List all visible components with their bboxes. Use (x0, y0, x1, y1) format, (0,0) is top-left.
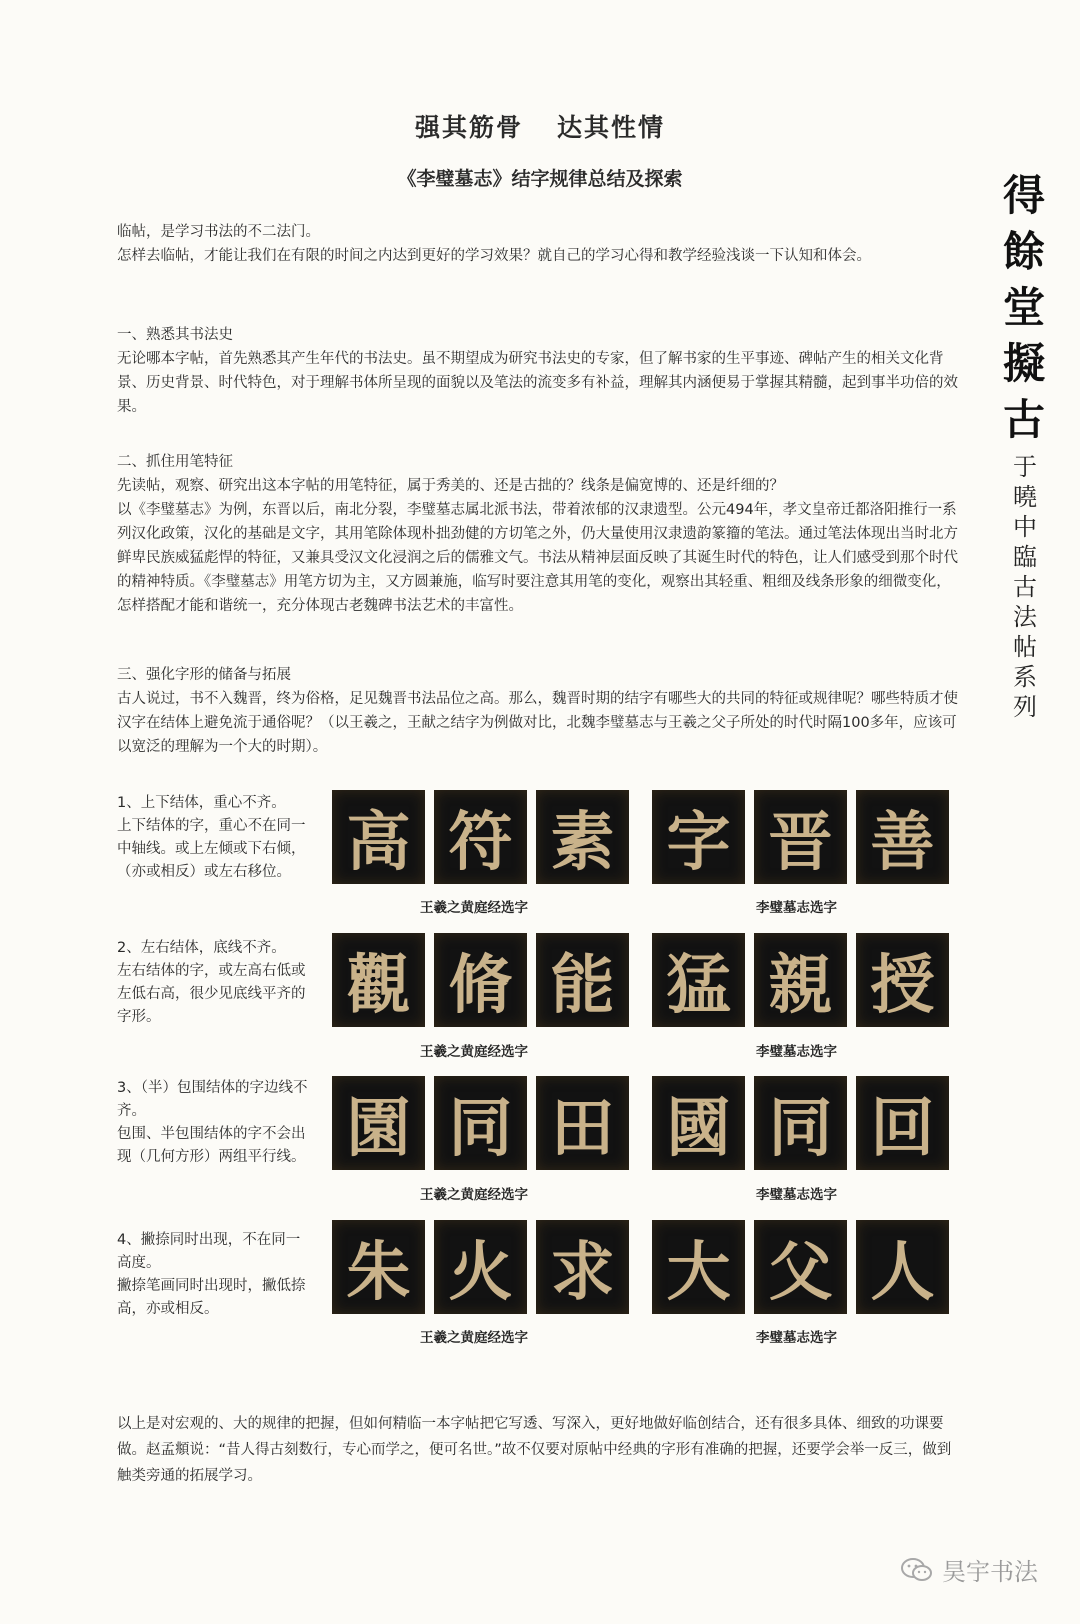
calligraphy-tile: 善 (856, 790, 949, 884)
side-sub-char: 系 (1013, 663, 1037, 691)
side-sub-char: 臨 (1013, 543, 1037, 571)
calligraphy-tile: 大 (652, 1220, 745, 1314)
side-title-char: 擬 (1002, 339, 1045, 388)
section-3-heading: 三、强化字形的储备与拓展 (117, 667, 291, 683)
side-title-char: 餘 (1002, 227, 1045, 276)
calligraphy-tile: 素 (536, 790, 629, 884)
calligraphy-tile: 同 (754, 1076, 847, 1170)
intro-line-1: 临帖，是学习书法的不二法门。 (117, 224, 320, 240)
calligraphy-tile: 字 (652, 790, 745, 884)
rule-2-text (117, 937, 312, 1029)
conclusion-text: 以上是对宏观的、大的规律的把握，但如何精临一本字帖把它写透、写深入，更好地做好临创结合，还有很多具体、细致的功课要做。赵孟頫说：“昔人得古刻数行，专心而学之，便可名世。”故不仅要对原帖中经典的字形有准确的把握，还要学会举一反三，做到触类旁通的拓展学习。 (117, 1416, 952, 1484)
calligraphy-tile: 親 (754, 933, 847, 1027)
rule-1-text (117, 792, 312, 884)
rule-title: 1、上下结体，重心不齐。 (117, 795, 286, 811)
calligraphy-tile: 園 (332, 1076, 425, 1170)
rule-2-tiles (332, 933, 949, 1027)
rule-desc: 包围、半包围结体的字不会出现（几何方形）两组平行线。 (117, 1126, 306, 1165)
caption-wang: 王羲之黄庭经选字 (420, 900, 528, 916)
side-sub-char: 中 (1013, 513, 1037, 541)
section-1-heading: 一、熟悉其书法史 (117, 327, 233, 343)
rule-title: 2、左右结体，底线不齐。 (117, 940, 286, 956)
caption-li: 李璧墓志选字 (756, 1044, 837, 1060)
side-sub-char: 法 (1013, 603, 1037, 631)
section-3-text: 古人说过，书不入魏晋，终为俗格，足见魏晋书法品位之高。那么，魏晋时期的结字有哪些大的共同的特征或规律呢？哪些特质才使汉字在结体上避免流于通俗呢？（以王羲之，王献之结字为例做对比，北魏李璧墓志与王羲之父子所处的时代时隔100多年，应该可以宽泛的理解为一个大的时期）。 (117, 691, 958, 755)
side-title-char: 古 (1002, 395, 1045, 444)
rule-3-text (117, 1077, 312, 1169)
calligraphy-tile: 田 (536, 1076, 629, 1170)
caption-wang: 王羲之黄庭经选字 (420, 1044, 528, 1060)
title-left: 强其筋骨 (414, 113, 523, 142)
side-sub-char: 曉 (1013, 483, 1037, 511)
side-title-char: 得 (1002, 171, 1045, 220)
watermark-text: 昊宇书法 (942, 1558, 1038, 1586)
side-sub-char: 古 (1013, 573, 1037, 601)
rule-4-tiles (332, 1220, 949, 1314)
calligraphy-tile: 國 (652, 1076, 745, 1170)
caption-wang: 王羲之黄庭经选字 (420, 1330, 528, 1346)
watermark (900, 1552, 1038, 1587)
rule-title: 3、（半）包围结体的字边线不齐。 (117, 1080, 308, 1119)
calligraphy-tile: 朱 (332, 1220, 425, 1314)
title-right: 达其性情 (557, 113, 666, 142)
side-calligraphy-title (992, 168, 1056, 448)
calligraphy-tile: 人 (856, 1220, 949, 1314)
calligraphy-tile: 晋 (754, 790, 847, 884)
caption-li: 李璧墓志选字 (756, 1330, 837, 1346)
calligraphy-tile: 同 (434, 1076, 527, 1170)
side-sub-char: 帖 (1013, 633, 1037, 661)
section-2-text-1: 先读帖，观察、研究出这本字帖的用笔特征，属于秀美的、还是古拙的？线条是偏宽博的、还是纤细的？ (117, 478, 784, 494)
rule-desc: 左右结体的字，或左高右低或左低右高，很少见底线平齐的字形。 (117, 963, 306, 1025)
calligraphy-tile: 符 (434, 790, 527, 884)
calligraphy-tile: 高 (332, 790, 425, 884)
caption-li: 李璧墓志选字 (756, 900, 837, 916)
intro-line-2: 怎样去临帖，才能让我们在有限的时间之内达到更好的学习效果？就自己的学习心得和教学经验浅谈一下认知和体会。 (117, 248, 871, 264)
calligraphy-tile: 回 (856, 1076, 949, 1170)
calligraphy-tile: 父 (754, 1220, 847, 1314)
calligraphy-tile: 授 (856, 933, 949, 1027)
page-subtitle: 《李璧墓志》结字规律总结及探索 (397, 168, 683, 190)
side-sub-char: 列 (1013, 693, 1037, 721)
calligraphy-tile: 火 (434, 1220, 527, 1314)
section-1-text: 无论哪本字帖，首先熟悉其产生年代的书法史。虽不期望成为研究书法史的专家，但了解书家的生平事迹、碑帖产生的相关文化背景、历史背景、时代特色，对于理解书体所呈现的面貌以及笔法的流变多有补益，理解其内涵便易于掌握其精髓，起到事半功倍的效果。 (117, 351, 958, 415)
calligraphy-tile: 猛 (652, 933, 745, 1027)
section-2-text-2: 以《李璧墓志》为例，东晋以后，南北分裂，李璧墓志属北派书法，带着浓郁的汉隶遗型。公元494年，孝文皇帝迁都洛阳推行一系列汉化政策，汉化的基础是文字，其用笔除体现朴拙劲健的方切笔之外，仍大量使用汉隶遗韵篆籀的笔法。通过笔法体现出当时北方鲜卑民族威猛彪悍的特征，又兼具受汉文化浸润之后的儒雅文气。书法从精神层面反映了其诞生时代的特色，让人们感受到那个时代的精神特质。《李璧墓志》用笔方切为主，又方圆兼施，临写时要注意其用笔的变化，观察出其轻重、粗细及线条形象的细微变化，怎样搭配才能和谐统一，充分体现古老魏碑书法艺术的丰富性。 (117, 502, 958, 614)
caption-li: 李璧墓志选字 (756, 1187, 837, 1203)
rule-3-tiles (332, 1076, 949, 1170)
calligraphy-tile: 能 (536, 933, 629, 1027)
rule-title: 4、撇捺同时出现，不在同一高度。 (117, 1232, 301, 1271)
side-sub-char: 于 (1013, 453, 1037, 481)
page-title (0, 108, 1080, 144)
rule-desc: 撇捺笔画同时出现时，撇低捺高，亦或相反。 (117, 1278, 306, 1317)
section-2-heading: 二、抓住用笔特征 (117, 454, 233, 470)
calligraphy-tile: 求 (536, 1220, 629, 1314)
side-title-char: 堂 (1002, 283, 1045, 332)
caption-wang: 王羲之黄庭经选字 (420, 1187, 528, 1203)
rule-1-tiles (332, 790, 949, 884)
side-series-title (1008, 452, 1042, 722)
wechat-icon (900, 1557, 934, 1583)
calligraphy-tile: 觀 (332, 933, 425, 1027)
rule-4-text (117, 1229, 312, 1321)
rule-desc: 上下结体的字，重心不在同一中轴线。或上左倾或下右倾，（亦或相反）或左右移位。 (117, 818, 306, 880)
calligraphy-tile: 脩 (434, 933, 527, 1027)
